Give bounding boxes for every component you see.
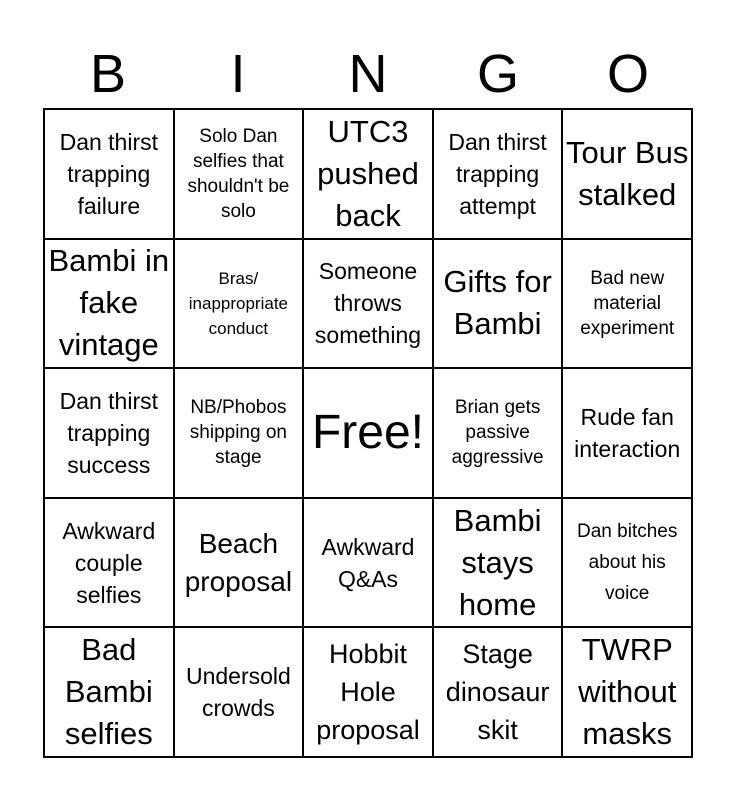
bingo-cell[interactable] <box>174 368 304 498</box>
bingo-cell[interactable] <box>433 627 563 757</box>
cell-text: Dan thirst trapping success <box>59 387 159 478</box>
cell-text: Stage dinosaur skit <box>445 639 550 746</box>
bingo-cell[interactable] <box>174 239 304 369</box>
bingo-cell[interactable] <box>44 368 174 498</box>
cell-text: Tour Bus stalked <box>566 134 689 212</box>
bingo-cell[interactable] <box>44 498 174 628</box>
bingo-cell[interactable] <box>433 498 563 628</box>
bingo-cell[interactable] <box>44 109 174 239</box>
bingo-cell[interactable] <box>433 109 563 239</box>
bingo-cell[interactable] <box>174 498 304 628</box>
header-letter-g: G <box>476 44 519 104</box>
cell-text: Dan thirst trapping failure <box>59 128 159 219</box>
bingo-cell[interactable] <box>303 109 433 239</box>
cell-text: Awkward Q&As <box>321 533 415 592</box>
cell-text: Bambi in fake vintage <box>48 243 170 363</box>
bingo-cell[interactable] <box>562 498 692 628</box>
free-space-text: Free! <box>311 405 424 459</box>
cell-text: Dan thirst trapping attempt <box>448 128 547 219</box>
cell-text: Someone throws something <box>314 258 422 349</box>
bingo-cell[interactable] <box>44 239 174 369</box>
cell-text: Dan bitches about his voice <box>577 521 678 605</box>
bingo-cell[interactable] <box>562 368 692 498</box>
cell-text: Hobbit Hole proposal <box>316 639 420 746</box>
header-letter-n: N <box>348 44 388 104</box>
cell-text: Bras/ inappropriate conduct <box>188 268 289 338</box>
bingo-cell[interactable] <box>562 627 692 757</box>
cell-text: Solo Dan selfies that shouldn't be solo <box>187 125 290 222</box>
cell-text: NB/Phobos shipping on stage <box>189 397 287 469</box>
cell-text: Gifts for Bambi <box>443 264 552 342</box>
header-letter-b: B <box>89 44 127 104</box>
free-space[interactable] <box>303 368 433 498</box>
cell-text: Rude fan interaction <box>574 403 681 462</box>
bingo-cell[interactable] <box>303 239 433 369</box>
cell-text: Bambi stays home <box>453 502 542 622</box>
bingo-cell[interactable] <box>433 239 563 369</box>
cell-text: Bad Bambi selfies <box>64 632 153 752</box>
cell-text: UTC3 pushed back <box>317 113 419 233</box>
cell-text: Brian gets passive aggressive <box>451 397 544 469</box>
cell-text: Undersold crowds <box>185 663 291 722</box>
cell-text: Beach proposal <box>184 527 293 597</box>
cell-text: TWRP without masks <box>578 632 677 752</box>
bingo-cell[interactable] <box>562 109 692 239</box>
bingo-cell[interactable] <box>44 627 174 757</box>
bingo-card <box>43 108 693 758</box>
bingo-cell[interactable] <box>174 627 304 757</box>
bingo-cell[interactable] <box>433 368 563 498</box>
bingo-cell[interactable] <box>174 109 304 239</box>
header-letter-o: O <box>606 44 649 104</box>
bingo-cell[interactable] <box>303 498 433 628</box>
bingo-header <box>43 40 693 108</box>
header-letter-i: I <box>230 44 246 104</box>
cell-text: Awkward couple selfies <box>62 517 156 608</box>
bingo-cell[interactable] <box>303 627 433 757</box>
cell-text: Bad new material experiment <box>580 267 675 339</box>
bingo-cell[interactable] <box>562 239 692 369</box>
